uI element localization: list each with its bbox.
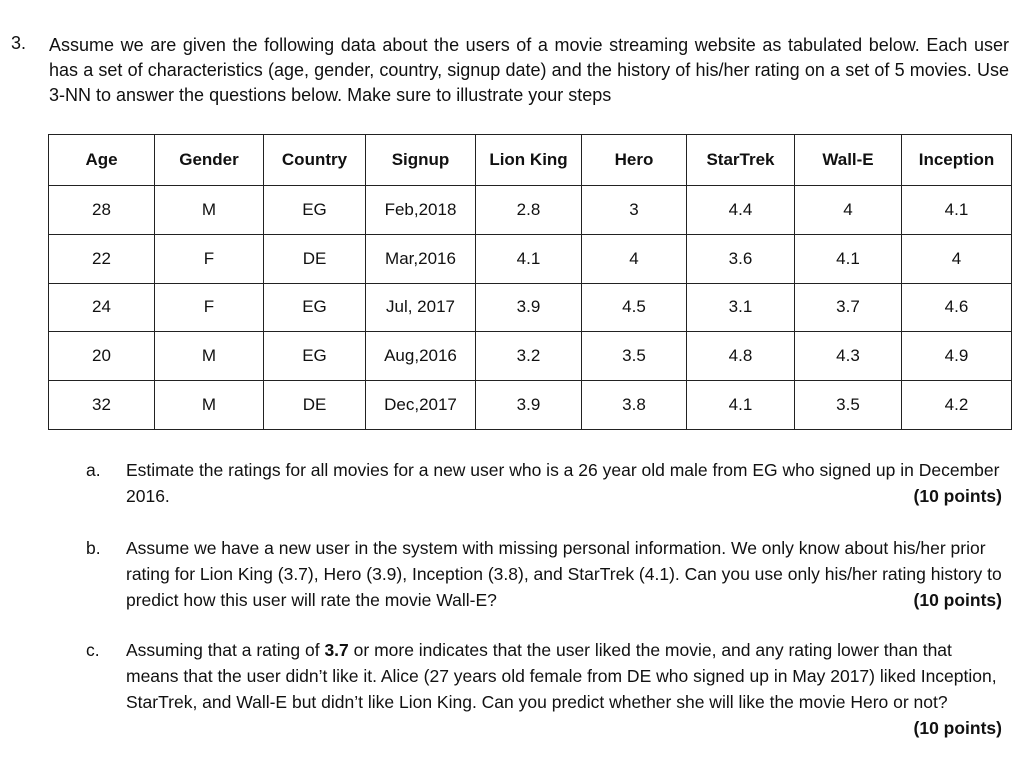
header-inception: Inception — [902, 135, 1012, 186]
header-startrek: StarTrek — [687, 135, 795, 186]
cell-wall-e: 4.1 — [795, 234, 902, 283]
cell-hero: 3.8 — [582, 381, 687, 430]
cell-startrek: 4.1 — [687, 381, 795, 430]
part-b-text: Assume we have a new user in the system with missing personal information. We only know about his/her prior rating for Lion King (3.7), Hero (3.9), Inception (3.8), and StarTrek (4.1). Can you use only his/her rating history to predict how this user will rate the movie Wall-E? — [126, 538, 1002, 610]
part-b-letter: b. — [86, 538, 101, 558]
cell-startrek: 3.6 — [687, 234, 795, 283]
cell-hero: 3 — [582, 186, 687, 235]
cell-signup: Mar,2016 — [366, 234, 476, 283]
cell-signup: Dec,2017 — [366, 381, 476, 430]
cell-gender: M — [155, 332, 264, 381]
header-signup: Signup — [366, 135, 476, 186]
header-lion-king: Lion King — [476, 135, 582, 186]
cell-startrek: 3.1 — [687, 283, 795, 332]
cell-country: EG — [264, 186, 366, 235]
header-wall-e: Wall-E — [795, 135, 902, 186]
question-intro: Assume we are given the following data about the users of a movie streaming website as tabulated below. Each user has a set of characteristics (age, gender, country, signup date) and the history of his/her rating on a set of 5 movies. Use 3-NN to answer the questions below. Make sure to illustrate your steps — [49, 35, 1009, 105]
user-ratings-table — [48, 134, 1012, 430]
table-row — [49, 283, 1012, 332]
question-number: 3. — [11, 33, 27, 53]
cell-lion-king: 3.2 — [476, 332, 582, 381]
cell-inception: 4.1 — [902, 186, 1012, 235]
cell-wall-e: 4.3 — [795, 332, 902, 381]
cell-hero: 3.5 — [582, 332, 687, 381]
part-b-points: (10 points) — [913, 590, 1002, 610]
part-c-letter: c. — [86, 640, 100, 660]
part-a-points: (10 points) — [913, 486, 1002, 506]
table-row — [49, 381, 1012, 430]
cell-signup: Aug,2016 — [366, 332, 476, 381]
part-b-body — [126, 535, 1004, 613]
part-a-text: Estimate the ratings for all movies for a new user who is a 26 year old male from EG who signed up in December 2016. — [126, 460, 1000, 506]
cell-gender: F — [155, 234, 264, 283]
header-age: Age — [49, 135, 155, 186]
part-c-points: (10 points) — [913, 718, 1002, 738]
header-hero: Hero — [582, 135, 687, 186]
cell-age: 32 — [49, 381, 155, 430]
cell-startrek: 4.4 — [687, 186, 795, 235]
part-a-body — [126, 457, 1004, 509]
cell-country: DE — [264, 381, 366, 430]
cell-startrek: 4.8 — [687, 332, 795, 381]
cell-lion-king: 3.9 — [476, 381, 582, 430]
cell-wall-e: 3.7 — [795, 283, 902, 332]
cell-age: 22 — [49, 234, 155, 283]
cell-inception: 4 — [902, 234, 1012, 283]
cell-country: EG — [264, 332, 366, 381]
part-c-body — [126, 637, 1004, 741]
cell-hero: 4.5 — [582, 283, 687, 332]
cell-age: 20 — [49, 332, 155, 381]
cell-country: EG — [264, 283, 366, 332]
cell-inception: 4.9 — [902, 332, 1012, 381]
header-country: Country — [264, 135, 366, 186]
cell-wall-e: 4 — [795, 186, 902, 235]
cell-hero: 4 — [582, 234, 687, 283]
cell-gender: M — [155, 186, 264, 235]
table-header-row — [49, 135, 1012, 186]
cell-gender: M — [155, 381, 264, 430]
cell-signup: Feb,2018 — [366, 186, 476, 235]
cell-lion-king: 4.1 — [476, 234, 582, 283]
table-row — [49, 186, 1012, 235]
cell-inception: 4.6 — [902, 283, 1012, 332]
part-c-text-after: or more indicates that the user liked the movie, and any rating lower than that means that the user didn’t like it. Alice (27 years old female from DE who signed up in May 2017) liked Inception, StarTrek, and Wall-E but didn’t like Lion King. Can you predict whether she will like the movie Hero or not? — [126, 640, 997, 712]
header-gender: Gender — [155, 135, 264, 186]
cell-signup: Jul, 2017 — [366, 283, 476, 332]
cell-age: 24 — [49, 283, 155, 332]
part-a-letter: a. — [86, 460, 101, 480]
table-row — [49, 332, 1012, 381]
part-c-text-before: Assuming that a rating of — [126, 640, 325, 660]
cell-country: DE — [264, 234, 366, 283]
cell-gender: F — [155, 283, 264, 332]
cell-lion-king: 3.9 — [476, 283, 582, 332]
cell-lion-king: 2.8 — [476, 186, 582, 235]
cell-wall-e: 3.5 — [795, 381, 902, 430]
cell-inception: 4.2 — [902, 381, 1012, 430]
table-row — [49, 234, 1012, 283]
part-c-threshold: 3.7 — [324, 640, 349, 660]
cell-age: 28 — [49, 186, 155, 235]
